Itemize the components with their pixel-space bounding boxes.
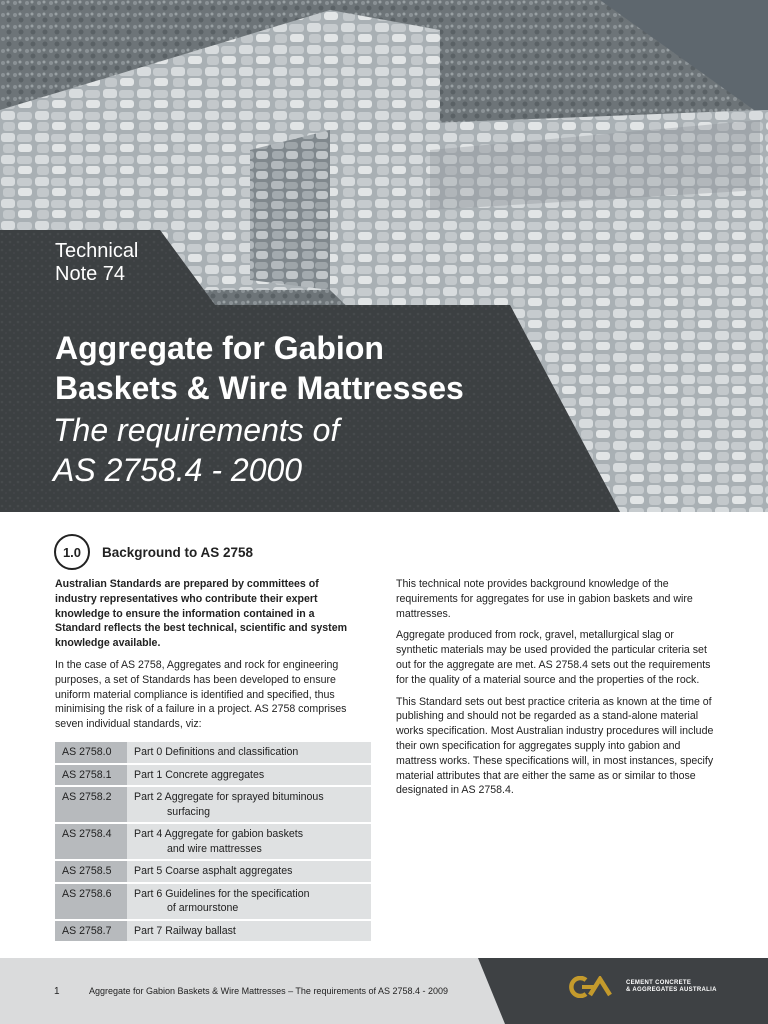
standard-description-line2: surfacing bbox=[167, 805, 210, 818]
table-row bbox=[55, 920, 371, 943]
right-paragraph-3: This Standard sets out best practice criteria as known at the time of publishing and should not be regarded as a stand-alone material works specification. Most Australian industry procedures will include their own specification for aggregates supply into gabion and mattress works. These specifications will, in most instances, specify material attributes that are either the same as or similar to those designated in AS 2758.4. bbox=[396, 695, 714, 797]
table-row bbox=[55, 786, 371, 823]
standard-description bbox=[127, 764, 371, 787]
standard-description bbox=[127, 920, 371, 943]
standard-code: AS 2758.5 bbox=[55, 860, 127, 883]
standard-code: AS 2758.6 bbox=[55, 883, 127, 920]
intro-paragraph: In the case of AS 2758, Aggregates and rock for engineering purposes, a set of Standards has been developed to ensure uniform material compliance is identified and specified, thus minimising the risk of a failure in a project. AS 2758 comprises seven individual standards, viz: bbox=[55, 658, 347, 731]
standard-description-line1: Part 5 Coarse asphalt aggregates bbox=[134, 865, 293, 877]
section-header bbox=[54, 534, 253, 570]
logo-line2: & AGGREGATES AUSTRALIA bbox=[626, 987, 717, 993]
standard-code: AS 2758.2 bbox=[55, 786, 127, 823]
standard-description-line2: and wire mattresses bbox=[167, 842, 262, 855]
standard-code: AS 2758.1 bbox=[55, 764, 127, 787]
technical-note-line1: Technical bbox=[55, 240, 139, 262]
section-title: Background to AS 2758 bbox=[102, 544, 254, 560]
document-subtitle-line1: The requirements of bbox=[53, 412, 340, 448]
page-footer bbox=[0, 958, 768, 1024]
page-number: 1 bbox=[54, 986, 60, 997]
right-paragraph-1: This technical note provides background knowledge of the requirements for aggregates for use in gabion baskets and wire mattresses. bbox=[396, 578, 693, 620]
standard-code: AS 2758.7 bbox=[55, 920, 127, 943]
table-row bbox=[55, 764, 371, 787]
ccaa-logo-mark-icon bbox=[566, 976, 618, 998]
document-subtitle-line2: AS 2758.4 - 2000 bbox=[53, 452, 303, 488]
standard-description-line1: Part 7 Railway ballast bbox=[134, 924, 236, 937]
lead-paragraph: Australian Standards are prepared by committees of industry representatives who contribute their expert knowledge to ensure the information contained in a Standard reflects the best technical, scientific and system knowledge available. bbox=[55, 578, 348, 650]
standard-description-line2: of armourstone bbox=[167, 902, 239, 914]
standard-description bbox=[127, 883, 371, 920]
left-column bbox=[55, 577, 355, 739]
table-row bbox=[55, 742, 371, 764]
standard-code: AS 2758.0 bbox=[55, 742, 127, 764]
logo-line1: CEMENT CONCRETE bbox=[626, 980, 692, 986]
standard-description-line1: Part 1 Concrete aggregates bbox=[134, 768, 265, 781]
document-title bbox=[55, 328, 464, 408]
technical-note-label bbox=[55, 240, 138, 286]
standard-description bbox=[127, 742, 371, 764]
standard-description-line1: Part 2 Aggregate for sprayed bituminous bbox=[134, 791, 324, 803]
ccaa-logo-text bbox=[626, 980, 717, 994]
section-number-badge: 1.0 bbox=[54, 534, 90, 570]
standard-description bbox=[127, 786, 371, 823]
right-paragraph-2: Aggregate produced from rock, gravel, metallurgical slag or synthetic materials may be used provided the particular criteria set out for the aggregate are met. AS 2758.4 sets out the requirements for the quality of a material source and the properties of the rock. bbox=[396, 629, 711, 686]
footer-text: Aggregate for Gabion Baskets & Wire Mattresses – The requirements of AS 2758.4 - 2009 bbox=[89, 986, 449, 996]
table-row bbox=[55, 823, 371, 860]
document-subtitle bbox=[53, 410, 339, 490]
standard-description-line1: Part 4 Aggregate for gabion baskets bbox=[134, 828, 304, 840]
ccaa-logo bbox=[566, 976, 717, 998]
standard-description-line1: Part 0 Definitions and classification bbox=[134, 746, 299, 758]
technical-note-line2: Note 74 bbox=[55, 263, 126, 285]
document-title-line1: Aggregate for Gabion bbox=[55, 330, 384, 366]
standard-code: AS 2758.4 bbox=[55, 823, 127, 860]
standards-table bbox=[55, 742, 371, 943]
standard-description bbox=[127, 823, 371, 860]
standard-description-line1: Part 6 Guidelines for the specification bbox=[134, 887, 310, 900]
table-row bbox=[55, 860, 371, 883]
document-title-line2: Baskets & Wire Mattresses bbox=[55, 370, 464, 406]
standard-description bbox=[127, 860, 371, 883]
table-row bbox=[55, 883, 371, 920]
right-column bbox=[396, 577, 716, 805]
